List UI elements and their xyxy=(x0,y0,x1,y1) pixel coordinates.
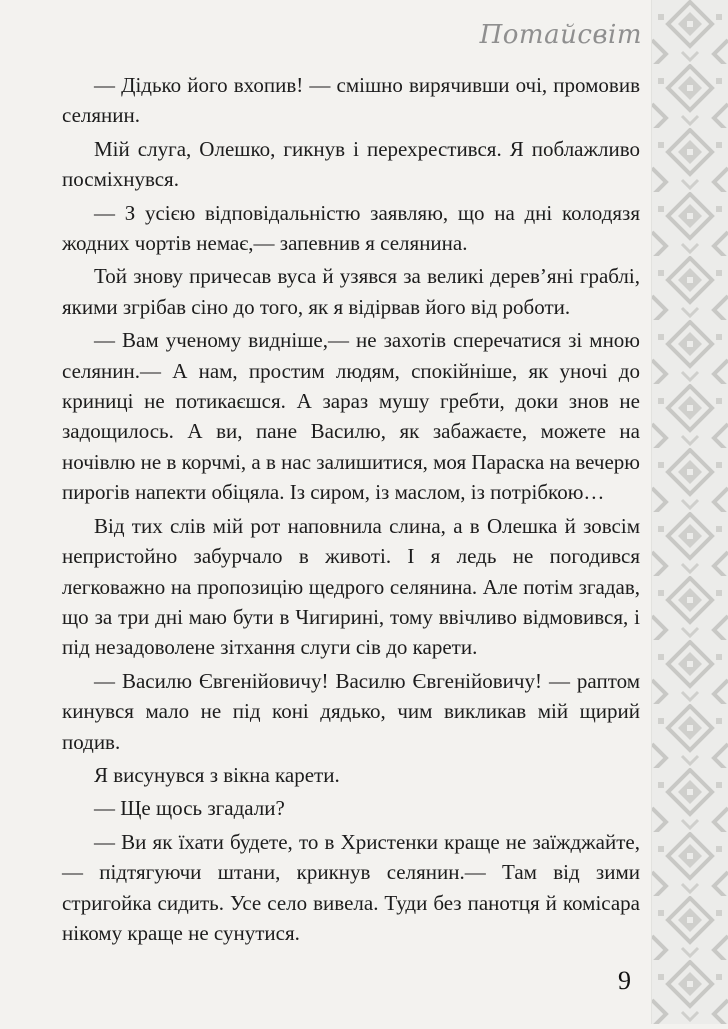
decorative-border xyxy=(651,0,728,1024)
page-number: 9 xyxy=(618,966,631,995)
paragraph: Я висунувся з вікна карети. xyxy=(94,762,340,787)
paragraph: — Вам ученому видніше,— не захотів сперечатися зі мною селянин.— А нам, простим людям, спокійніше, як уночі до криниці не потикаєшся. А зараз мушу гребти, доки знов не задощилось. А ви, пане Василю, як забажаєте, можете на ночівлю не в корчмі, а в нас залишитися, моя Параска на вечерю пирогів напекти обіцяла. Із сиром, із маслом, із потрібкою… xyxy=(62,328,640,505)
paragraph: — З усією відповідальністю заявляю, що на дні колодязя жодних чортів немає,— запевнив я селянина. xyxy=(62,200,640,256)
paragraph: — Ще щось згадали? xyxy=(94,796,285,821)
paragraph: — Дідько його вхопив! — смішно вирячивши очі, промовив селянин. xyxy=(62,73,640,128)
running-header: Потайсвіт xyxy=(479,20,642,50)
body-text xyxy=(62,70,640,951)
paragraph: — Василю Євгенійовичу! Василю Євгенійовичу! — раптом кинувся мало не під коні дядько, чим викликав мій щирий подив. xyxy=(62,668,640,754)
paragraph: Мій слуга, Олешко, гикнув і перехрестився. Я поблажливо посміхнувся. xyxy=(62,136,640,192)
embroidery-pattern-icon xyxy=(652,0,728,1024)
paragraph: Той знову причесав вуса й узявся за великі дерев’яні граблі, якими згрібав сіно до того, як я відірвав його від роботи. xyxy=(62,264,640,319)
paragraph: Від тих слів мій рот наповнила слина, а в Олешка й зовсім непристойно забурчало в животі. І я ледь не погодився легковажно на пропозицію щедрого селянина. Але потім згадав, що за три дні маю бути в Чигирині, тому ввічливо відмовився, і під незадоволене зітхання слуги сів до карети. xyxy=(62,513,640,660)
paragraph: — Ви як їхати будете, то в Христенки краще не заїжджайте,— підтягуючи штани, крикнув селянин.— Там від зими стригойка сидить. Усе село вивела. Туди без панотця й комісара нікому краще не сунутися. xyxy=(62,829,640,945)
